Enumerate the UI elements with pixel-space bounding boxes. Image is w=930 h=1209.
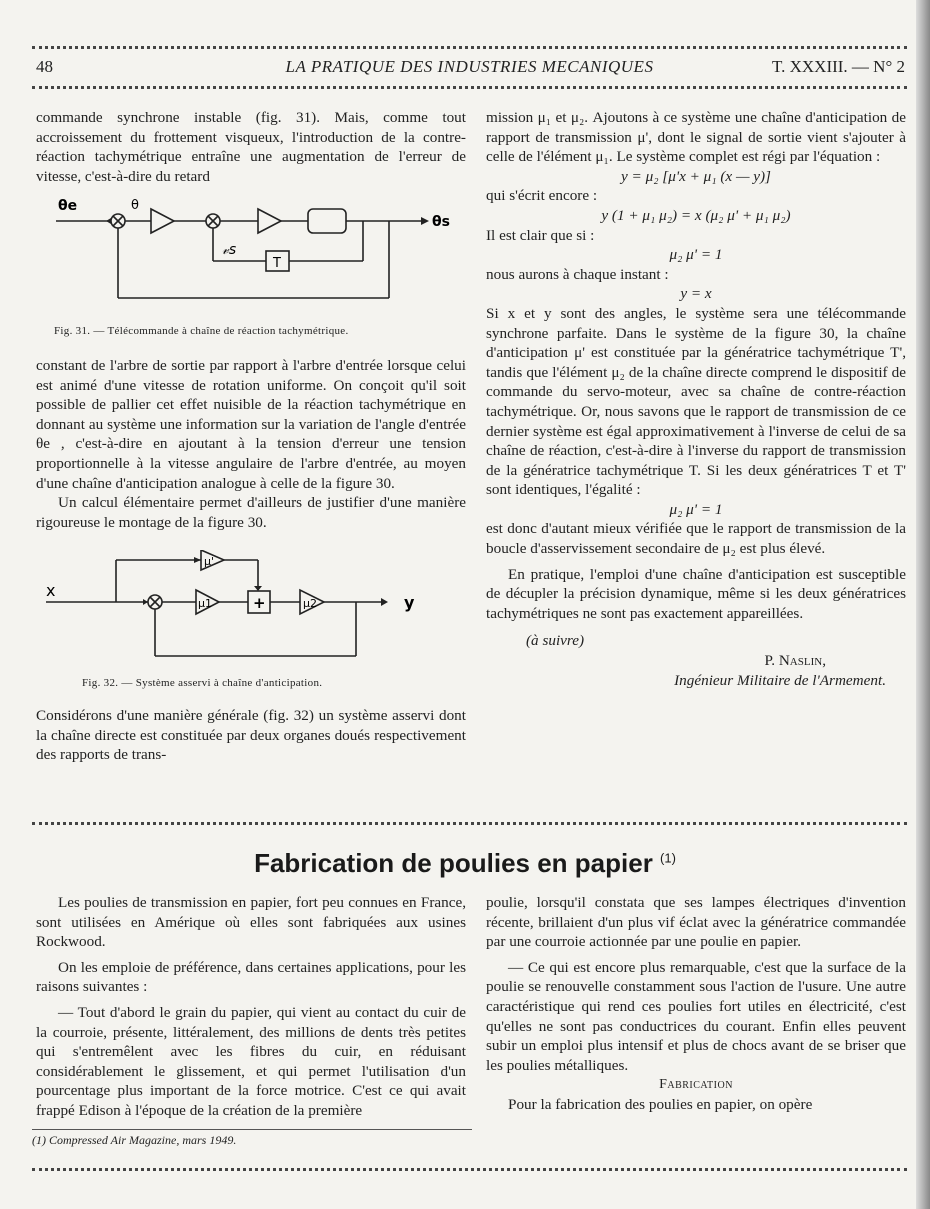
title-footnote-marker: (1) (660, 850, 676, 866)
equation: y (1 + μ₁ μ₂) = x (μ₂ μ' + μ₁ μ₂) (601, 206, 791, 224)
paragraph: Un calcul élémentaire permet d'ailleurs de justifier d'une manière rigoureuse le montage de la figure 30. (36, 494, 466, 531)
label-y: y (404, 593, 415, 613)
paragraph: — Tout d'abord le grain du papier, qui vient au contact du cuir de la courroie, présente, littéralement, des millions de dents très petites qui s'entremêlent avec les fibres du cuir, en réduisant considérablement le glissement, et qui permet l'utilisation d'un pourcentage plus important de la force motrice. C'est ce qui avait frappé Edison à l'époque de la création de la première (36, 1003, 466, 1119)
paragraph: Pour la fabrication des poulies en papier, on opère (508, 1095, 813, 1113)
paragraph: commande synchrone instable (fig. 31). Mais, comme tout accroissement du frottement visqueux, l'introduction de la contre-réaction tachymétrique entraîne une augmentation de l'erreur de vitesse, c'est-à-dire du retard (36, 109, 466, 185)
author-name: P. Naslin, (764, 652, 826, 670)
paragraph: Les poulies de transmission en papier, fort peu connues en France, sont utilisées en Amérique où elles sont fabriquées aux usines Rockwood. (36, 894, 466, 951)
figure-31-diagram (36, 196, 466, 326)
footnote: (1) Compressed Air Magazine, mars 1949. (32, 1133, 237, 1147)
paragraph: est donc d'autant mieux vérifiée que le rapport de transmission de la boucle d'asservissement secondaire de μ₂ est plus élevé. (486, 520, 906, 558)
label-mu-prime: μ' (204, 555, 215, 569)
figure-32-caption: Fig. 32. — Système asservi à chaîne d'anticipation. (82, 677, 323, 690)
footer-rule (32, 1168, 907, 1171)
header-rule-bottom (32, 86, 907, 89)
journal-title: LA PRATIQUE DES INDUSTRIES MECANIQUES (285, 57, 654, 76)
label-theta-s: θs (432, 214, 450, 231)
paragraph: poulie, lorsqu'il constata que ses lampes électriques d'invention récente, brillaient d'un plus vif éclat avec la génératrice commandée par une courroie actionnée par une poulie en papier. (486, 894, 906, 951)
left-column (36, 108, 466, 765)
label-plus: + (253, 594, 266, 613)
label-theta-e: θe (58, 198, 78, 215)
subheading: Fabrication (659, 1077, 733, 1093)
figure-32-diagram (36, 550, 466, 680)
page-edge-shadow (916, 0, 930, 1209)
paragraph: En pratique, l'emploi d'une chaîne d'anticipation est susceptible de décupler la précision dynamique, même si les deux génératrices tachymétriques ne sont pas exactement appareillées. (486, 565, 906, 622)
label-mu2: μ2 (303, 597, 317, 611)
article-title (0, 848, 930, 879)
label-vs: 𝓋s (222, 242, 237, 259)
label-mu1: μ1 (198, 597, 212, 611)
equation: y = μ₂ [μ'x + μ₁ (x — y)] (621, 167, 771, 185)
paragraph: qui s'écrit encore : (486, 187, 598, 205)
page-number: 48 (36, 57, 53, 76)
right-column (486, 108, 906, 690)
paragraph: Si x et y sont des angles, le système sera une télécommande synchrone parfaite. Dans le système de la figure 30, la chaîne d'anticipation μ' est constituée par la génératrice tachymétrique T', tandis que l'élément μ₂ de la chaîne directe comprend le dispositif de commande du servo-moteur, avec sa chaîne de contre-réaction tachymétrique. Or, nous savons que le rapport de transmission de ce dernier système est égal approximativement à l'inverse de celui de sa chaîne de réaction, c'est-à-dire à l'inverse du rapport de transmission de la génératrice tachymétrique T. Si les deux génératrices T et T' sont identiques, l'égalité : (486, 304, 906, 499)
author-title: Ingénieur Militaire de l'Armement. (674, 671, 886, 689)
article-title-text: Fabrication de poulies en papier (254, 848, 653, 878)
paragraph: Il est clair que si : (486, 226, 595, 244)
label-x: x (46, 581, 56, 601)
header-rule-top (32, 46, 907, 49)
figure-31-caption: Fig. 31. — Télécommande à chaîne de réaction tachymétrique. (54, 325, 349, 338)
equation: μ₂ μ' = 1 (669, 246, 723, 264)
paragraph: nous aurons à chaque instant : (486, 265, 669, 283)
footnote-rule (32, 1129, 472, 1130)
paragraph: — Ce qui est encore plus remarquable, c'est que la surface de la poulie se renouvelle constamment sous l'action de l'usure. Une autre caractéristique qui rend ces poulies fort utiles en électricité, c'est qu'elles ne sont pas conductrices du courant. Enfin elles peuvent subir un emploi plus intensif et plus de chocs avant de se briser que les poulies métalliques. (486, 958, 906, 1074)
paragraph: constant de l'arbre de sortie par rapport à l'arbre d'entrée lorsque celui est animé d'une vitesse de rotation uniforme. On conçoit qu'il soit possible de pallier cet effet nuisible de la réaction tachymétrique en donnant au système une information sur la variation de l'angle d'entrée θe , c'est-à-dire en ajoutant à la tension d'erreur une tension proportionnelle à la vitesse angulaire de l'arbre d'entrée, au moyen d'une chaîne d'anticipation analogue à celle de la figure 30. (36, 356, 466, 492)
paragraph: Considérons d'une manière générale (fig. 32) un système asservi dont la chaîne directe est constituée par deux organes doués respectivement des rapports de trans- (36, 706, 466, 764)
volume-issue: T. XXXIII. — N° 2 (771, 57, 905, 76)
running-header (32, 57, 907, 79)
label-T: T (273, 256, 281, 272)
article2-left-column (36, 893, 466, 1121)
section-divider (32, 822, 907, 825)
equation: y = x (680, 285, 712, 303)
equation: μ₂ μ' = 1 (669, 500, 723, 518)
label-theta: θ (131, 198, 139, 214)
to-be-continued: (à suivre) (526, 632, 585, 650)
paragraph: mission μ₁ et μ₂. Ajoutons à ce système une chaîne d'anticipation de rapport de transmission μ', dont le signal de sortie vient s'ajouter à celle de l'élément μ₁. Le système complet est régi par l'équation : (486, 109, 906, 166)
article2-right-column (486, 893, 906, 1115)
paragraph: On les emploie de préférence, dans certaines applications, pour les raisons suivantes : (36, 958, 466, 996)
